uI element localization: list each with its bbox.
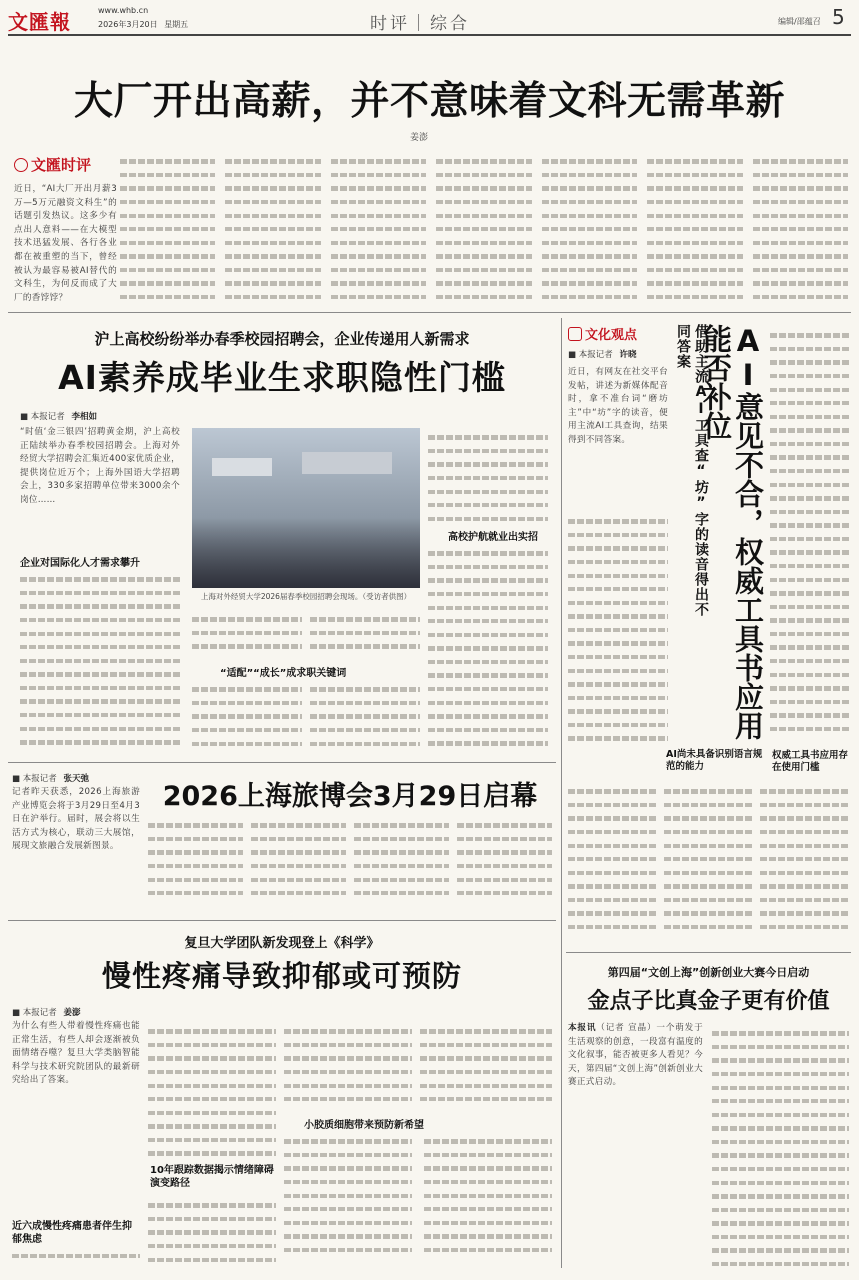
article-travel-expo [8, 766, 556, 916]
column-stamp-icon [14, 158, 28, 172]
column-divider [561, 318, 562, 1268]
article3-byline-label: 本报记者 [22, 1008, 57, 1018]
job-fair-photo [192, 428, 420, 588]
article2-byline-label: 本报记者 [22, 774, 57, 784]
lead-divider [8, 312, 851, 313]
article5-kicker: 第四届“文创上海”创新创业大赛今日启动 [607, 966, 810, 979]
article4-sub2: 权威工具书应用存在使用门槛 [772, 750, 849, 773]
article2-headline: 2026上海旅博会3月29日启幕 [162, 781, 538, 812]
article5-byline-label: 本报讯 [568, 1023, 597, 1033]
byline-icon: ■ [12, 1008, 21, 1018]
article5-headline: 金点子比真金子更有价值 [587, 989, 830, 1014]
page-number: 5 [832, 5, 845, 29]
article3-kicker: 复旦大学团队新发现登上《科学》 [184, 936, 380, 951]
article4-headline: AI意见不合，权威工具书应用能否补位 [699, 324, 765, 740]
article5-lead-text: 一个萌发于生活观察的创意，一段富有温度的文化叙事，能否被更多人看见？今天，第四届“文创上海”创新创业大赛正式启动。 [568, 1023, 703, 1088]
article1-divider [8, 762, 556, 763]
masthead [0, 0, 859, 40]
article3-headline: 慢性疼痛导致抑郁或可预防 [101, 959, 462, 993]
byline-icon: ■ [12, 774, 21, 784]
article-ai-literacy [8, 318, 556, 758]
issue-weekday: 星期五 [164, 20, 189, 29]
site-url[interactable]: www.whb.cn [98, 6, 149, 15]
article3-sub1: 近六成慢性疼痛患者伴生抑郁焦虑 [12, 1221, 132, 1245]
article4-byline-name: 许晓 [619, 350, 637, 360]
article3-byline-name: 姜澎 [63, 1008, 81, 1018]
newspaper-logo: 文匯報 [8, 10, 71, 34]
article4-kicker: 借助主流AI工具查“坊”字的读音得出不同答案 [675, 324, 709, 617]
lead-body-columns [120, 150, 848, 300]
section-title: 时评｜综合 [370, 14, 470, 34]
masthead-rule [8, 34, 851, 36]
article4-sub1: AI尚未具备识别语言规范的能力 [666, 749, 763, 772]
article2-byline-name: 张天弛 [63, 774, 89, 784]
article1-sub1: 企业对国际化人才需求攀升 [20, 558, 140, 569]
lead-column-label: 文匯时评 [31, 156, 92, 174]
article1-byline-name: 李相如 [71, 412, 97, 422]
article5-byline-name: （记者 宣晶） [596, 1023, 657, 1033]
column-stamp-icon [568, 327, 582, 341]
article-creative-contest [566, 956, 851, 1274]
article3-sub2: 10年跟踪数据揭示情绪障碍演变路径 [150, 1165, 274, 1189]
article1-kicker: 沪上高校纷纷举办春季校园招聘会，企业传递用人新需求 [94, 330, 470, 348]
article4-lead-text: 近日，有网友在社交平台发帖，讲述为新媒体配音时，拿不准台词“磨坊主”中“坊”字的读音，便用主流AI工具查询，结果得到不同答案。 [568, 367, 668, 445]
article1-lead-text: “时值‘金三银四’招聘黄金期，沪上高校正陆续举办春季校园招聘会。上海对外经贸大学招聘会汇集近400家优质企业，提供岗位近万个；上海外国语大学招聘会上，330多家招聘单位带来3000余个岗位…… [20, 427, 180, 505]
article1-byline-label: 本报记者 [30, 412, 65, 422]
byline-icon: ■ [568, 350, 577, 360]
article1-headline: AI素养成毕业生求职隐性门槛 [58, 358, 506, 397]
article3-lead-text: 为什么有些人带着慢性疼痛也能正常生活，有些人却会逐渐被负面情绪吞噬？复旦大学类脑智能科学与技术研究院团队的最新研究给出了答案。 [12, 1021, 140, 1086]
article1-sub2: “适配”“成长”成求职关键词 [220, 668, 347, 679]
photo-caption: 上海对外经贸大学2026届春季校园招聘会现场。（受访者供图） [200, 592, 412, 601]
article4-divider [566, 952, 851, 953]
byline-icon: ■ [20, 412, 29, 422]
issue-date: 2026年3月20日 [98, 20, 158, 29]
article4-byline-label: 本报记者 [578, 350, 613, 360]
lead-headline: 大厂开出高薪，并不意味着文科无需革新 [73, 79, 785, 124]
lead-column-badge [14, 154, 91, 176]
lead-author: 姜澎 [410, 133, 429, 143]
article4-column-label: 文化观点 [585, 328, 638, 343]
article2-lead-text: 记者昨天获悉，2026上海旅游产业博览会将于3月29日至4月3日在沪举行。届时，展会将以生活方式为核心，联动三大展馆，展现文旅融合发展新图景。 [12, 787, 140, 852]
article3-sub3: 小胶质细胞带来预防新希望 [304, 1120, 424, 1131]
article1-sub3: 高校护航就业出实招 [448, 532, 538, 543]
lead-intro: 近日，“AI大厂开出月薪3万—5万元融资文科生”的话题引发热议。这多少有点出人意料——在大模型技术迅猛发展、各行各业都在被重塑的当下，曾经被认为最容易被AI替代的文科生，为何反而成了大厂的香饽饽？ [14, 184, 117, 303]
article-chronic-pain [8, 924, 556, 1274]
page-editor: 编辑/邵蕴召 [778, 17, 821, 26]
article2-divider [8, 920, 556, 921]
